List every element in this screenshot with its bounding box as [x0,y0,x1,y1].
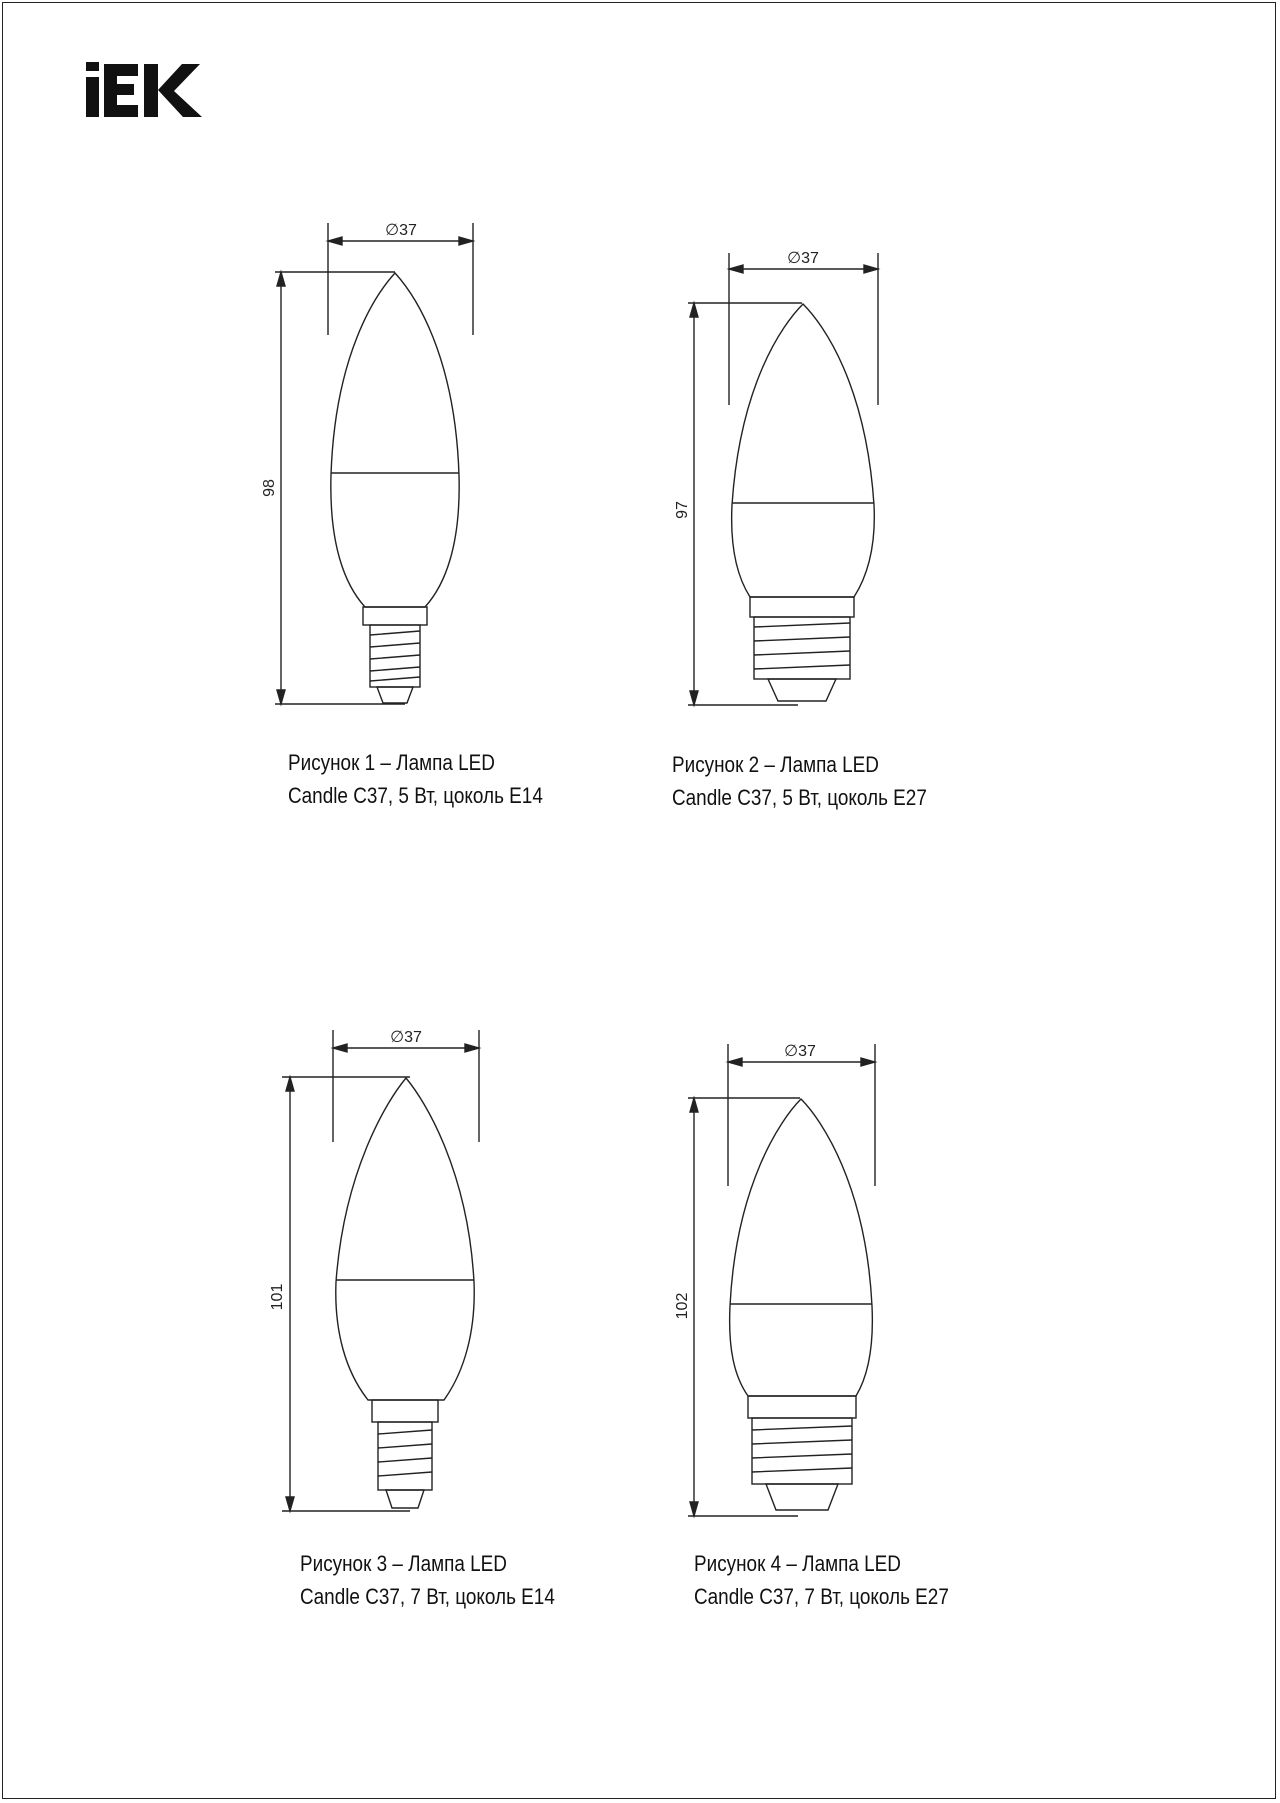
caption-2-line1: Рисунок 2 – Лампа LED [672,752,879,777]
caption-1-line2: Candle C37, 5 Вт, цоколь E14 [288,783,543,808]
caption-4-line2: Candle C37, 7 Вт, цоколь E27 [694,1584,949,1609]
caption-3-line2: Candle C37, 7 Вт, цоколь E14 [300,1584,555,1609]
caption-2 [672,748,927,814]
lamp-1-height-label: 98 [261,479,278,497]
caption-2-line2: Candle C37, 5 Вт, цоколь E27 [672,785,927,810]
lamp-2-height-label: 97 [674,501,691,519]
lamp-drawing-4 [670,1036,920,1526]
lamp-3-svg [260,1022,510,1522]
lamp-drawing-1 [255,215,505,715]
lamp-4-svg [670,1036,920,1526]
lamp-1-svg [255,215,505,715]
lamp-drawing-3 [260,1022,510,1522]
lamp-drawing-2 [670,245,920,715]
lamp-1-diameter-label: ∅37 [385,222,417,239]
caption-3 [300,1547,555,1613]
caption-4-line1: Рисунок 4 – Лампа LED [694,1551,901,1576]
iek-logo [86,62,210,120]
caption-4 [694,1547,949,1613]
lamp-3-height-label: 101 [269,1283,286,1311]
caption-1 [288,746,543,812]
lamp-3-diameter-label: ∅37 [390,1029,422,1046]
lamp-4-height-label: 102 [674,1292,691,1320]
lamp-2-diameter-label: ∅37 [787,250,819,267]
caption-3-line1: Рисунок 3 – Лампа LED [300,1551,507,1576]
lamp-2-svg [670,245,920,715]
drawing-frame [2,2,1276,1799]
caption-1-line1: Рисунок 1 – Лампа LED [288,750,495,775]
lamp-4-diameter-label: ∅37 [784,1043,816,1060]
